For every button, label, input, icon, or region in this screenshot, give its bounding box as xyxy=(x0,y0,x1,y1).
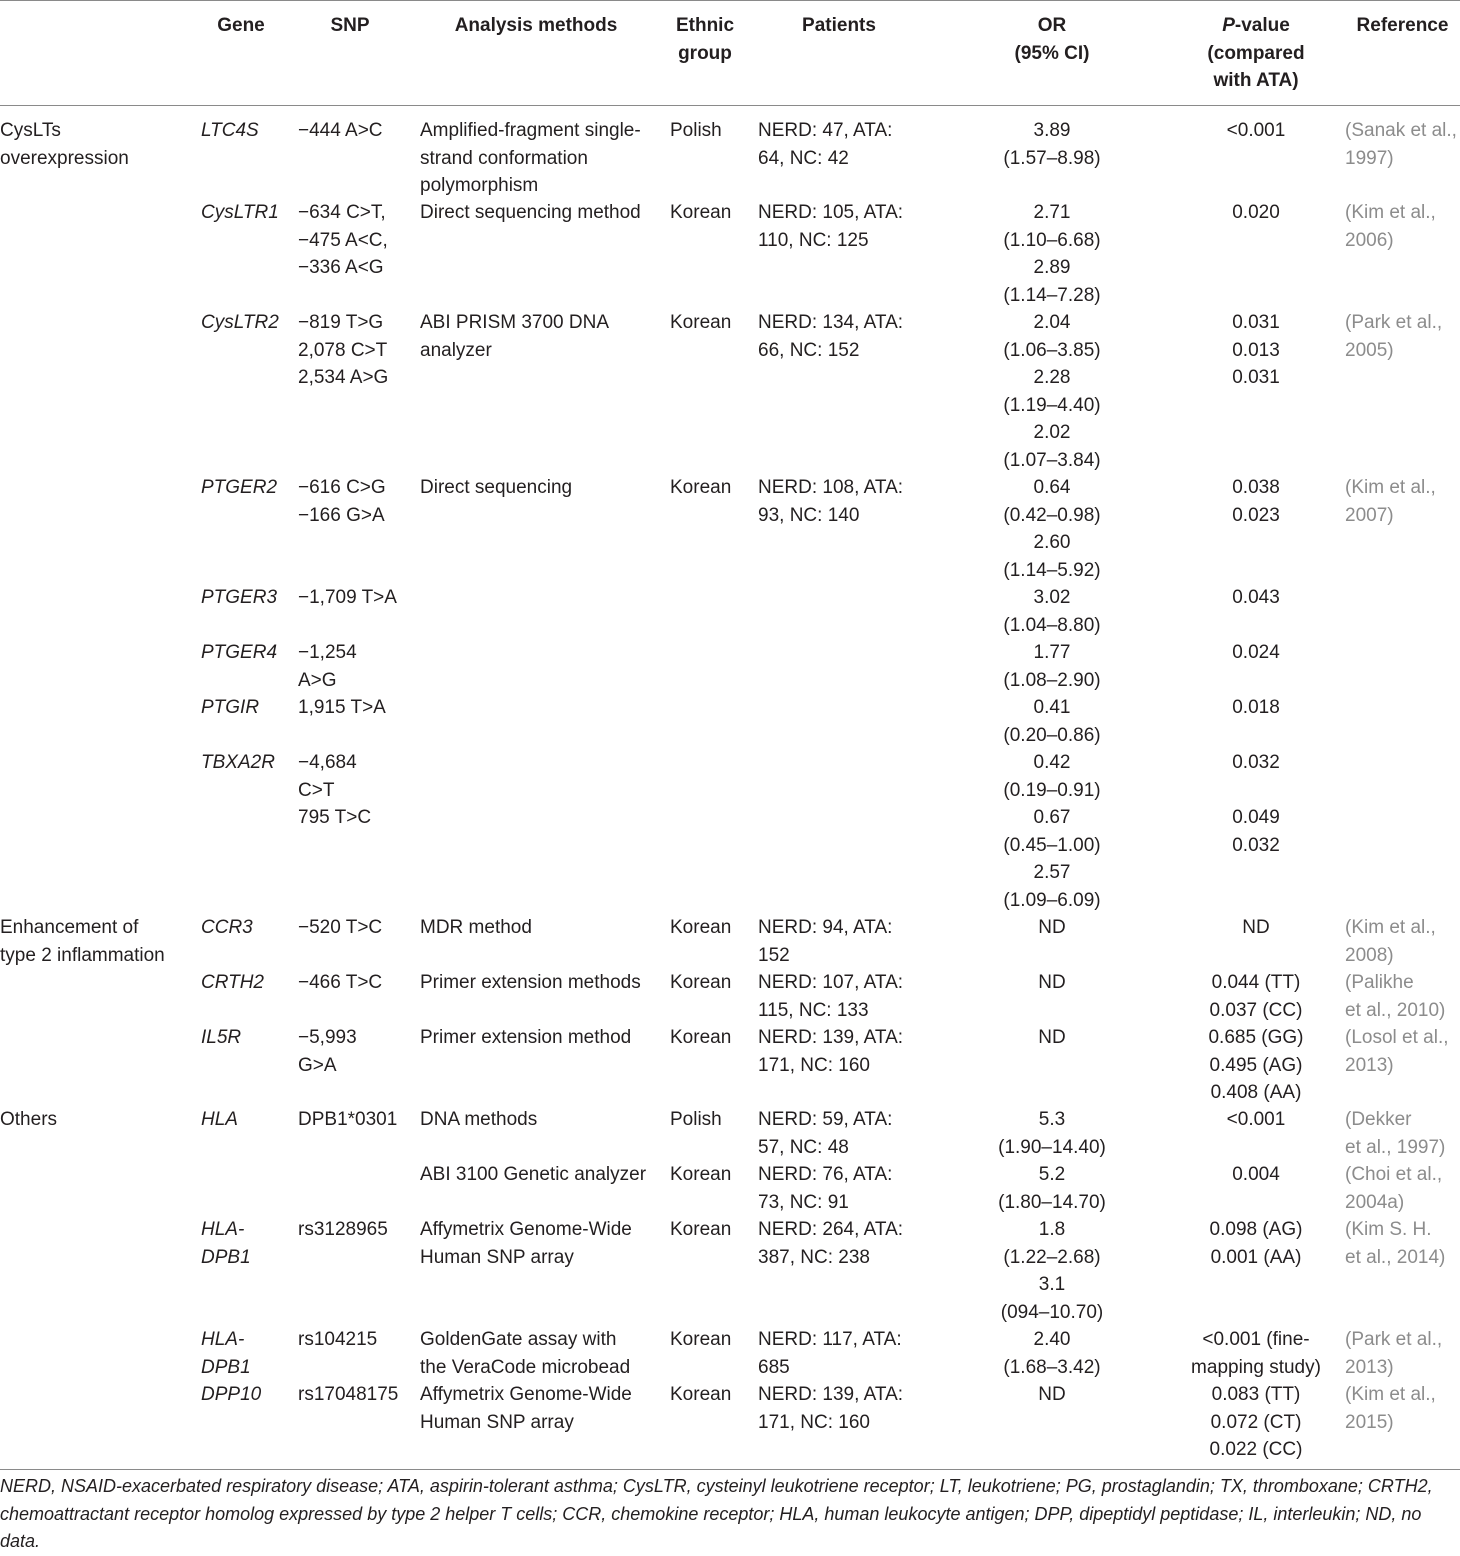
row-15-patients: NERD: 117, ATA: 685 xyxy=(758,1329,902,1378)
row-1-snp: −444 A>C xyxy=(298,120,383,141)
row-11-ethnic-group: Korean xyxy=(670,1027,732,1048)
row-12-patients: NERD: 59, ATA: 57, NC: 48 xyxy=(758,1109,893,1158)
row-10-odds-ratio: ND xyxy=(1038,972,1066,993)
row-13-patients: NERD: 76, ATA: 73, NC: 91 xyxy=(758,1164,893,1213)
row-11-reference: (Losol et al., 2013) xyxy=(1345,1027,1449,1076)
table-footnote: NERD, NSAID-exacerbated respiratory disease; ATA, aspirin-tolerant asthma; CysLTR, cysteinyl leukotriene receptor; LT, leukotriene; PG, prostaglandin; TX, thromboxane; CRTH2, chemoattractant receptor homolog expressed by type 2 helper T cells; CCR, chemokine receptor; HLA, human leukocyte antigen; DPP, dipeptidyl peptidase; IL, interleukin; ND, no data. xyxy=(0,1476,1433,1551)
row-4-ethnic-group: Korean xyxy=(670,477,732,498)
row-14-analysis-method: Affymetrix Genome-Wide Human SNP array xyxy=(420,1219,632,1268)
row-13-odds-ratio: 5.2 (1.80–14.70) xyxy=(998,1164,1106,1213)
row-8-gene: TBXA2R xyxy=(201,752,275,773)
row-15-p-value: <0.001 (fine- mapping study) xyxy=(1191,1329,1321,1378)
row-3-odds-ratio: 2.04 (1.06–3.85) 2.28 (1.19–4.40) 2.02 (1.07–3.84) xyxy=(1003,312,1101,471)
row-10-gene: CRTH2 xyxy=(201,972,264,993)
row-15-gene: HLA- DPB1 xyxy=(201,1329,251,1378)
row-3-snp: −819 T>G 2,078 C>T 2,534 A>G xyxy=(298,312,389,388)
row-1-gene: LTC4S xyxy=(201,120,259,141)
header-analysis-methods: Analysis methods xyxy=(454,15,618,36)
row-3-gene: CysLTR2 xyxy=(201,312,279,333)
row-6-p-value: 0.024 xyxy=(1232,642,1280,663)
row-2-analysis-method: Direct sequencing method xyxy=(420,202,641,223)
row-4-odds-ratio: 0.64 (0.42–0.98) 2.60 (1.14–5.92) xyxy=(1003,477,1101,581)
row-6-odds-ratio: 1.77 (1.08–2.90) xyxy=(1003,642,1101,691)
row-9-snp: −520 T>C xyxy=(298,917,383,938)
row-13-ethnic-group: Korean xyxy=(670,1164,732,1185)
row-2-gene: CysLTR1 xyxy=(201,202,279,223)
row-14-p-value: 0.098 (AG) 0.001 (AA) xyxy=(1209,1219,1303,1268)
row-12-snp: DPB1*0301 xyxy=(298,1109,398,1130)
row-7-odds-ratio: 0.41 (0.20–0.86) xyxy=(1003,697,1101,746)
row-3-p-value: 0.031 0.013 0.031 xyxy=(1232,312,1280,388)
header-ethnic-group: Ethnic group xyxy=(675,15,735,64)
category-cyslts: CysLTs overexpression xyxy=(0,120,129,169)
row-2-p-value: 0.020 xyxy=(1232,202,1280,223)
row-5-odds-ratio: 3.02 (1.04–8.80) xyxy=(1003,587,1101,636)
row-2-reference: (Kim et al., 2006) xyxy=(1345,202,1436,251)
row-7-p-value: 0.018 xyxy=(1232,697,1280,718)
row-11-analysis-method: Primer extension method xyxy=(420,1027,632,1048)
row-9-patients: NERD: 94, ATA: 152 xyxy=(758,917,893,966)
row-4-p-value: 0.038 0.023 xyxy=(1232,477,1280,526)
row-14-odds-ratio: 1.8 (1.22–2.68) 3.1 (094–10.70) xyxy=(1000,1219,1104,1323)
row-7-snp: 1,915 T>A xyxy=(298,697,386,718)
row-11-p-value: 0.685 (GG) 0.495 (AG) 0.408 (AA) xyxy=(1208,1027,1304,1103)
row-11-gene: IL5R xyxy=(201,1027,242,1048)
row-1-patients: NERD: 47, ATA: 64, NC: 42 xyxy=(758,120,893,169)
row-14-ethnic-group: Korean xyxy=(670,1219,732,1240)
row-2-odds-ratio: 2.71 (1.10–6.68) 2.89 (1.14–7.28) xyxy=(1003,202,1101,306)
row-16-gene: DPP10 xyxy=(201,1384,262,1405)
row-3-patients: NERD: 134, ATA: 66, NC: 152 xyxy=(758,312,904,361)
row-14-reference: (Kim S. H. et al., 2014) xyxy=(1345,1219,1446,1268)
row-7-gene: PTGIR xyxy=(201,697,260,718)
top-rule xyxy=(0,0,1460,1)
row-16-analysis-method: Affymetrix Genome-Wide Human SNP array xyxy=(420,1384,632,1433)
row-1-p-value: <0.001 xyxy=(1226,120,1286,141)
category-type2-inflammation: Enhancement of type 2 inflammation xyxy=(0,917,165,966)
row-12-odds-ratio: 5.3 (1.90–14.40) xyxy=(998,1109,1106,1158)
row-15-ethnic-group: Korean xyxy=(670,1329,732,1350)
row-10-p-value: 0.044 (TT) 0.037 (CC) xyxy=(1209,972,1303,1021)
row-6-gene: PTGER4 xyxy=(201,642,278,663)
row-9-gene: CCR3 xyxy=(201,917,253,938)
row-4-snp: −616 C>G −166 G>A xyxy=(298,477,386,526)
header-odds-ratio: OR (95% CI) xyxy=(1014,15,1090,64)
row-11-patients: NERD: 139, ATA: 171, NC: 160 xyxy=(758,1027,904,1076)
row-15-analysis-method: GoldenGate assay with the VeraCode microbead xyxy=(420,1329,631,1378)
row-10-ethnic-group: Korean xyxy=(670,972,732,993)
row-10-analysis-method: Primer extension methods xyxy=(420,972,641,993)
row-8-odds-ratio: 0.42 (0.19–0.91) 0.67 (0.45–1.00) 2.57 (1.09–6.09) xyxy=(1003,752,1101,911)
row-14-gene: HLA- DPB1 xyxy=(201,1219,251,1268)
row-15-snp: rs104215 xyxy=(298,1329,378,1350)
row-3-ethnic-group: Korean xyxy=(670,312,732,333)
row-9-odds-ratio: ND xyxy=(1038,917,1066,938)
row-16-patients: NERD: 139, ATA: 171, NC: 160 xyxy=(758,1384,904,1433)
header-snp: SNP xyxy=(330,15,370,36)
row-14-snp: rs3128965 xyxy=(298,1219,388,1240)
row-9-analysis-method: MDR method xyxy=(420,917,532,938)
row-13-reference: (Choi et al., 2004a) xyxy=(1345,1164,1443,1213)
row-12-reference: (Dekker et al., 1997) xyxy=(1345,1109,1446,1158)
row-5-gene: PTGER3 xyxy=(201,587,278,608)
row-4-reference: (Kim et al., 2007) xyxy=(1345,477,1436,526)
row-11-snp: −5,993 G>A xyxy=(298,1027,357,1076)
row-2-patients: NERD: 105, ATA: 110, NC: 125 xyxy=(758,202,904,251)
row-4-analysis-method: Direct sequencing xyxy=(420,477,573,498)
row-13-analysis-method: ABI 3100 Genetic analyzer xyxy=(420,1164,647,1185)
row-3-analysis-method: ABI PRISM 3700 DNA analyzer xyxy=(420,312,610,361)
row-5-p-value: 0.043 xyxy=(1232,587,1280,608)
header-patients: Patients xyxy=(802,15,876,36)
row-12-ethnic-group: Polish xyxy=(670,1109,722,1130)
row-16-odds-ratio: ND xyxy=(1038,1384,1066,1405)
row-1-reference: (Sanak et al., 1997) xyxy=(1345,120,1457,169)
row-8-p-value: 0.032 0.049 0.032 xyxy=(1232,752,1280,856)
row-4-patients: NERD: 108, ATA: 93, NC: 140 xyxy=(758,477,904,526)
row-2-snp: −634 C>T, −475 A<C, −336 A<G xyxy=(298,202,388,278)
header-p-value xyxy=(1165,12,1347,95)
row-3-reference: (Park et al., 2005) xyxy=(1345,312,1443,361)
row-4-gene: PTGER2 xyxy=(201,477,278,498)
row-9-reference: (Kim et al., 2008) xyxy=(1345,917,1436,966)
row-16-reference: (Kim et al., 2015) xyxy=(1345,1384,1436,1433)
row-8-snp: −4,684 C>T 795 T>C xyxy=(298,752,372,828)
row-11-odds-ratio: ND xyxy=(1038,1027,1066,1048)
row-12-p-value: <0.001 xyxy=(1226,1109,1286,1130)
row-16-p-value: 0.083 (TT) 0.072 (CT) 0.022 (CC) xyxy=(1209,1384,1303,1460)
row-10-reference: (Palikhe et al., 2010) xyxy=(1345,972,1446,1021)
row-1-analysis-method: Amplified-fragment single- strand conformation polymorphism xyxy=(420,120,641,196)
category-others: Others xyxy=(0,1109,58,1130)
row-9-ethnic-group: Korean xyxy=(670,917,732,938)
row-13-p-value: 0.004 xyxy=(1232,1164,1280,1185)
row-12-analysis-method: DNA methods xyxy=(420,1109,538,1130)
row-12-gene: HLA xyxy=(201,1109,238,1130)
row-10-patients: NERD: 107, ATA: 115, NC: 133 xyxy=(758,972,904,1021)
row-14-patients: NERD: 264, ATA: 387, NC: 238 xyxy=(758,1219,904,1268)
row-1-ethnic-group: Polish xyxy=(670,120,722,141)
header-gene: Gene xyxy=(217,15,265,36)
row-1-odds-ratio: 3.89 (1.57–8.98) xyxy=(1003,120,1101,169)
row-10-snp: −466 T>C xyxy=(298,972,383,993)
row-2-ethnic-group: Korean xyxy=(670,202,732,223)
row-16-ethnic-group: Korean xyxy=(670,1384,732,1405)
row-15-reference: (Park et al., 2013) xyxy=(1345,1329,1443,1378)
header-p-rest: -value (compared with ATA) xyxy=(1207,15,1305,91)
bottom-rule xyxy=(0,1469,1460,1470)
row-16-snp: rs17048175 xyxy=(298,1384,399,1405)
row-9-p-value: ND xyxy=(1242,917,1270,938)
row-5-snp: −1,709 T>A xyxy=(298,587,397,608)
row-15-odds-ratio: 2.40 (1.68–3.42) xyxy=(1003,1329,1101,1378)
row-6-snp: −1,254 A>G xyxy=(298,642,357,691)
header-p-letter: P xyxy=(1222,15,1235,36)
header-reference: Reference xyxy=(1356,15,1449,36)
header-rule xyxy=(0,105,1460,106)
